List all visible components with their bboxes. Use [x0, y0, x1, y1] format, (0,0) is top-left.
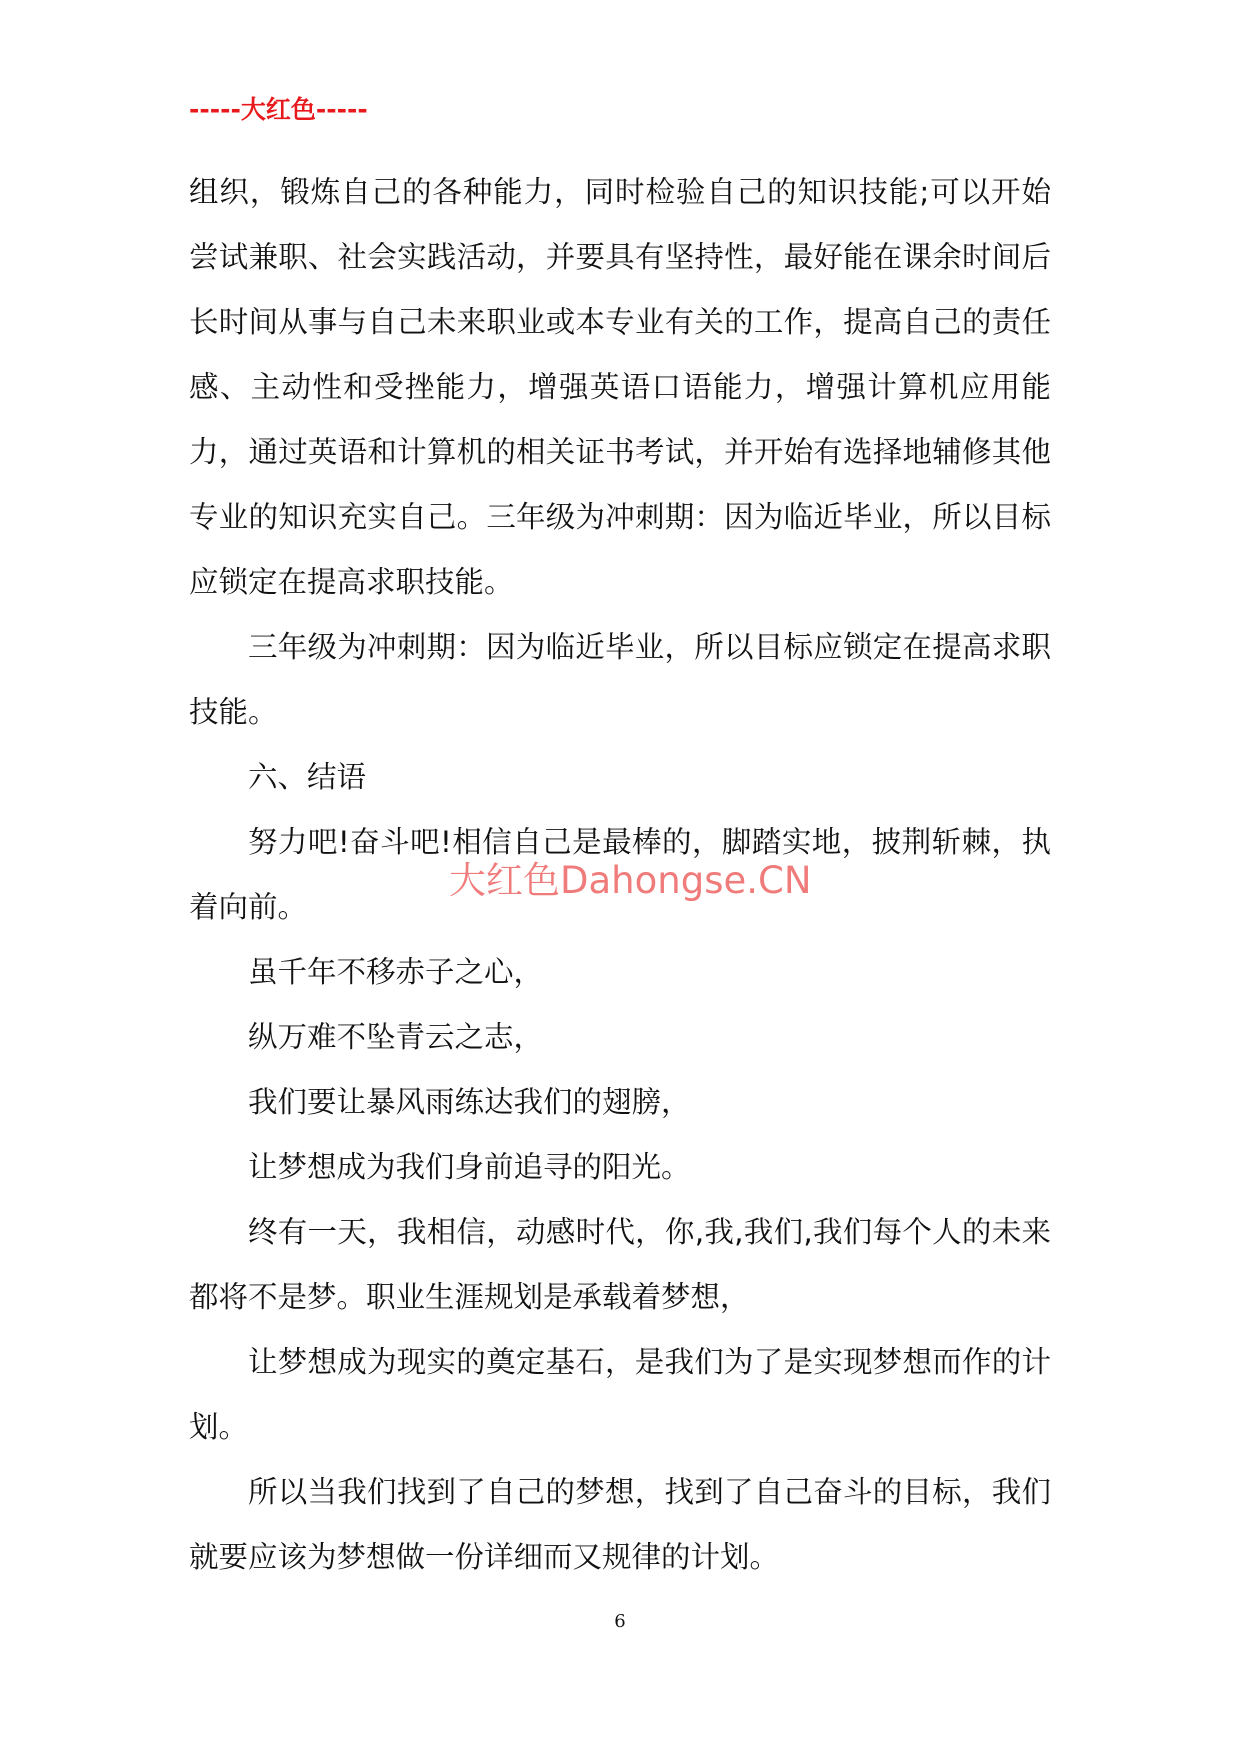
- paragraph-continuation: 组织，锻炼自己的各种能力，同时检验自己的知识技能;可以开始尝试兼职、社会实践活动，并要具有坚持性，最好能在课余时间后长时间从事与自己未来职业或本专业有关的工作，提高自己的责任感、主动性和受挫能力，增强英语口语能力，增强计算机应用能力，通过英语和计算机的相关证书考试，并开始有选择地辅修其他专业的知识充实自己。三年级为冲刺期：因为临近毕业，所以目标应锁定在提高求职技能。: [189, 175, 1051, 599]
- paragraph: 三年级为冲刺期：因为临近毕业，所以目标应锁定在提高求职技能。: [189, 630, 1051, 729]
- paragraph: 所以当我们找到了自己的梦想，找到了自己奋斗的目标，我们就要应该为梦想做一份详细而又规律的计划。: [189, 1475, 1051, 1574]
- poem-line: 让梦想成为我们身前追寻的阳光。: [248, 1150, 691, 1184]
- paragraph: 终有一天，我相信，动感时代，你,我,我们,我们每个人的未来都将不是梦。职业生涯规划是承载着梦想，: [189, 1215, 1051, 1314]
- poem-line: 虽千年不移赤子之心，: [248, 955, 544, 989]
- section-heading: 六、结语: [248, 760, 367, 794]
- paragraph: 努力吧!奋斗吧!相信自己是最棒的，脚踏实地，披荆斩棘，执着向前。: [189, 825, 1051, 924]
- page-header: -----大红色-----: [189, 95, 368, 124]
- page-number: 6: [614, 1611, 626, 1632]
- watermark: 大红色Dahongse.CN: [449, 859, 812, 902]
- poem-line: 我们要让暴风雨练达我们的翅膀，: [248, 1085, 691, 1119]
- poem-line: 纵万难不坠青云之志，: [248, 1020, 544, 1054]
- paragraph: 让梦想成为现实的奠定基石，是我们为了是实现梦想而作的计划。: [189, 1345, 1051, 1444]
